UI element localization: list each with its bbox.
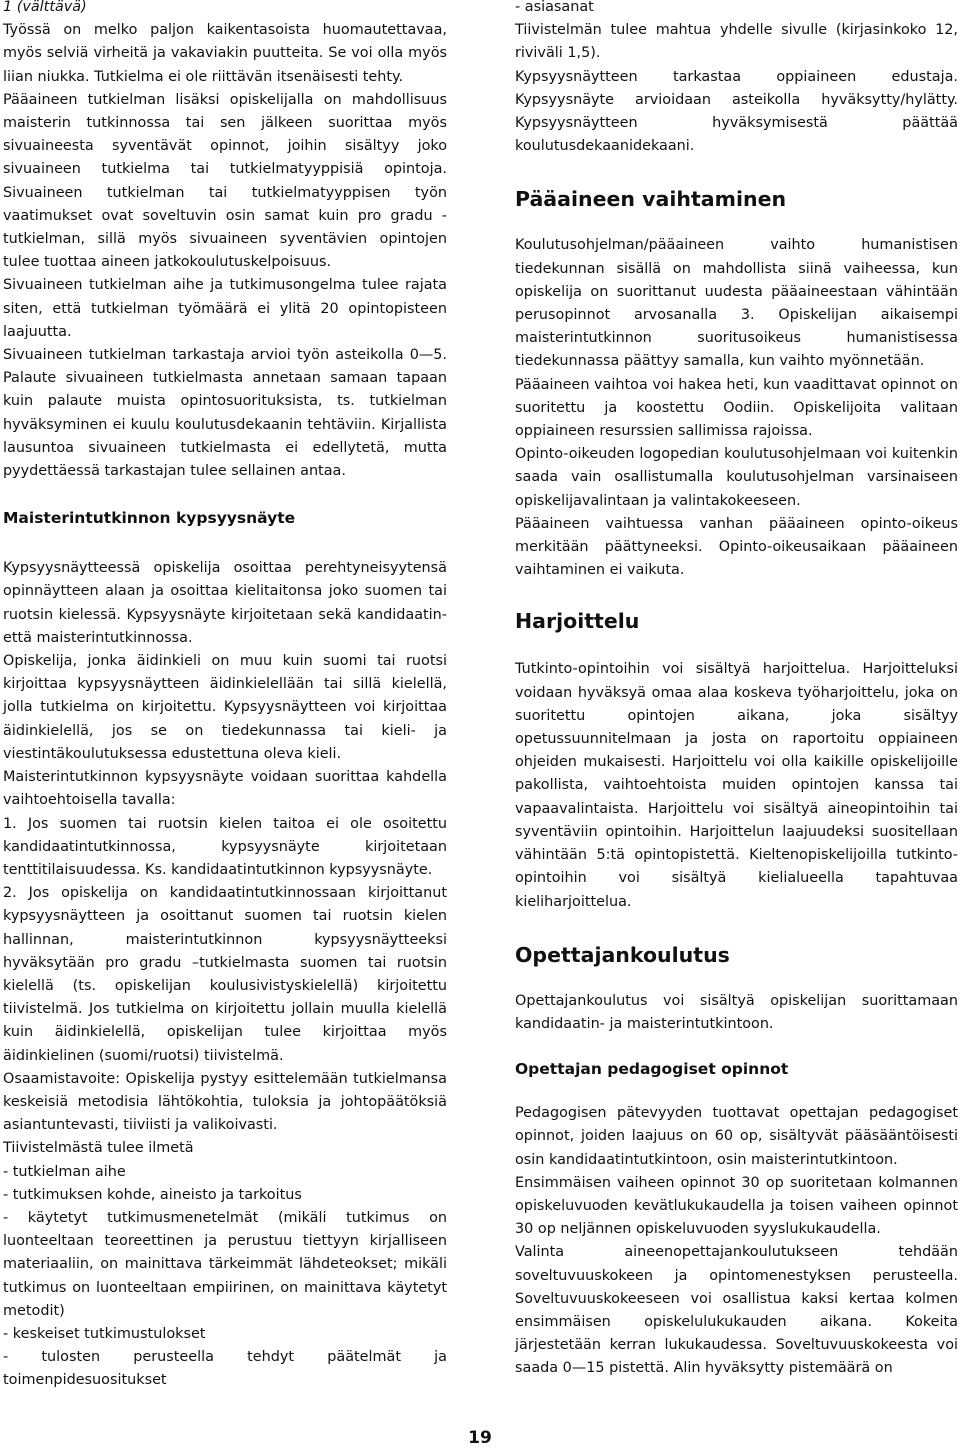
- paragraph: Tiivistelmän tulee mahtua yhdelle sivulle (kirjasinkoko 12, riviväli 1,5).: [515, 22, 958, 62]
- paragraph: Opinto-oikeuden logopedian koulutusohjelmaan voi kuitenkin saada vain osallistumalla koulutusohjelman varsinaiseen opiskelijavalintaan ja valintakokeeseen.: [515, 446, 958, 509]
- paragraph: Maisterintutkinnon kypsyysnäyte voidaan suorittaa kahdella vaihtoehtoisella tavalla:: [3, 769, 447, 809]
- paragraph: Pedagogisen pätevyyden tuottavat opettajan pedagogiset opinnot, joiden laajuus on 60 op, sisältyvät pääsääntöisesti osin kandidaatintutkintoon, osin maisterintutkintoon.: [515, 1105, 958, 1168]
- section-heading: Maisterintutkinnon kypsyysnäyte: [3, 509, 296, 528]
- paragraph: Sivuaineen tutkielman tarkastaja arvioi työn asteikolla 0—5. Palaute sivuaineen tutkielmasta annetaan samaan tapaan kuin palaute muista opintosuorituksista, ts. tutkielman hyväksyminen ei kuulu koulutusdekaanin tehtäviin. Kirjallista lausuntoa sivuaineen tutkielmasta ei edellytetä, mutta pyydettäessä tarkastajan tulee sellainen antaa.: [3, 347, 447, 480]
- paragraph: Pääaineen vaihtuessa vanhan pääaineen opinto-oikeus merkitään päättyneeksi. Opinto-oikeusaikaan pääaineen vaihtaminen ei vaikuta.: [515, 515, 958, 579]
- list-item: - tutkimuksen kohde, aineisto ja tarkoitus: [3, 1186, 302, 1203]
- paragraph: Tiivistelmästä tulee ilmetä: [3, 1140, 194, 1157]
- right-column: [515, 0, 958, 1381]
- paragraph: Ensimmäisen vaiheen opinnot 30 op suoritetaan kolmannen opiskeluvuoden kevätlukukaudella ja toisen vaiheen opinnot 30 op neljännen opiskeluvuoden syyslukukaudella.: [515, 1174, 958, 1238]
- paragraph: Kypsyysnäytteen tarkastaa oppiaineen edustaja. Kypsyysnäyte arvioidaan asteikolla hyväksytty/hylätty. Kypsyysnäytteen hyväksymisestä päättää koulutusdekaanidekaani.: [515, 68, 958, 155]
- paragraph: Sivuaineen tutkielman aihe ja tutkimusongelma tulee rajata siten, että tutkielman työmäärä ei ylitä 20 opintopisteen laajuutta.: [3, 277, 447, 340]
- paragraph: 1. Jos suomen tai ruotsin kielen taitoa ei ole osoitettu kandidaatintutkinnossa, kypsyysnäyte kirjoitetaan tenttitilaisuudessa. Ks. kandidaatintutkinnon kypsyysnäyte.: [3, 815, 447, 878]
- paragraph: Koulutusohjelman/pääaineen vaihto humanistisen tiedekunnan sisällä on mahdollista siinä vaiheessa, kun opiskelija on suorittanut uudesta pääaineestaan vähintään perusopinnot arvosanalla 3. Opiskelijan aikaisempi maisterintutkinnon suoritusoikeus humanistisessa tiedekunnassa päättyy samalla, kun vaihto myönnetään.: [515, 237, 958, 370]
- paragraph: Pääaineen tutkielman lisäksi opiskelijalla on mahdollisuus maisterin tutkinnossa tai sen jälkeen suorittaa myös sivuaineesta syventävät opinnot, joihin sisältyy joko sivuaineen tutkielma tai tutkielmatyyppisiä opintoja. Sivuaineen tutkielman tai tutkielmatyyppisen työn vaatimukset ovat soveltuvin osin samat kuin pro gradu -tutkielman, sillä myös sivuaineen syventävien opintojen tulee tuottaa aineen jatkokoulutuskelpoisuus.: [3, 91, 447, 271]
- paragraph: 2. Jos opiskelija on kandidaatintutkinnossaan kirjoittanut kypsyysnäytteen ja osoittanut suomen tai ruotsin kielen hallinnan, maisterintutkinnon kypsyysnäytteeksi hyväksytään pro gradu –tutkielmasta suomen tai ruotsin kielellä (ts. opiskelijan koulusivistyskielellä) kirjoitettu tiivistelmä. Jos tutkielma on kirjoitettu jollain muulla kielellä kuin äidinkielellä, opiskelijan tulee kirjoittaa myös äidinkielinen (suomi/ruotsi) tiivistelmä.: [3, 885, 447, 1064]
- paragraph: Opiskelija, jonka äidinkieli on muu kuin suomi tai ruotsi kirjoittaa kypsyysnäytteen äidinkielellään tai sillä kielellä, jolla tutkielma on kirjoitettu. Kypsyysnäytteen voi kirjoittaa äidinkielellä, jos se on tiedekunnassa tai kieli- ja viestintäkoulutuksessa edustettuna oleva kieli.: [3, 653, 447, 762]
- list-item: - tulosten perusteella tehdyt päätelmät ja toimenpidesuositukset: [3, 1349, 447, 1389]
- list-item: - keskeiset tutkimustulokset: [3, 1325, 206, 1342]
- page-number: 19: [468, 1428, 492, 1448]
- paragraph: Valinta aineenopettajankoulutukseen tehdään soveltuvuuskokeen ja opintomenestyksen perusteella. Soveltuvuuskokeeseen voi osallistua kaksi kertaa kolmen ensimmäisen opiskelulukukauden aikana. Kokeita järjestetään kerran lukukaudessa. Soveltuvuuskokeesta voi saada 0—15 pistettä. Alin hyväksytty pistemäärä on: [515, 1244, 958, 1377]
- grade-subheading: 1 (välttävä): [3, 0, 87, 15]
- section-heading: Harjoittelu: [515, 609, 640, 634]
- subsection-heading: Opettajan pedagogiset opinnot: [515, 1060, 789, 1079]
- paragraph: Pääaineen vaihtoa voi hakea heti, kun vaadittavat opinnot on suoritettu ja koostettu Oodiin. Opiskelijoita valitaan oppiaineen resurssien sallimissa rajoissa.: [515, 376, 958, 440]
- left-column: [3, 0, 447, 1393]
- section-heading: Pääaineen vaihtaminen: [515, 187, 787, 212]
- list-item: - tutkielman aihe: [3, 1163, 126, 1180]
- paragraph: Tutkinto-opintoihin voi sisältyä harjoittelua. Harjoitteluksi voidaan hyväksyä omaa alaa koskeva työharjoittelu, joka on suoritettu opintojen aikana, joka sisältyy opetussuunnitelmaan ja josta on raportoitu oppiaineen ohjeiden mukaisesti. Harjoittelu voi olla kaikille opiskelijoille pakollista, vaihtoehtoista muiden opintojen kanssa tai vapaavalintaista. Harjoittelu voi sisältyä aineopintoihin tai syventäviin opintoihin. Harjoittelun laajuudeksi suositellaan vähintään 5:tä opintopistettä. Kieltenopiskelijoilla tutkinto-opintoihin voi sisältyä kielialueella tapahtuvaa kieliharjoittelua.: [515, 661, 958, 910]
- list-item: - asiasanat: [515, 0, 594, 15]
- list-item: - käytetyt tutkimusmenetelmät (mikäli tutkimus on luonteeltaan teoreettinen ja perustuu tiettyyn kirjalliseen materiaaliin, on mainittava tärkeimmät lähdeteokset; mikäli tutkimus on luonteeltaan empiirinen, on mainittava käytetyt metodit): [3, 1209, 447, 1319]
- paragraph: Osaamistavoite: Opiskelija pystyy esittelemään tutkielmansa keskeisiä metodisia lähtökohtia, tuloksia ja johtopäätöksiä asiantuntevasti, tiiviisti ja valikoivasti.: [3, 1070, 447, 1134]
- paragraph: Opettajankoulutus voi sisältyä opiskelijan suorittamaan kandidaatin- ja maisterintutkintoon.: [515, 992, 958, 1032]
- paragraph: Työssä on melko paljon kaikentasoista huomautettavaa, myös selviä virheitä ja vakaviakin puutteita. Se voi olla myös liian niukka. Tutkielma ei ole riittävän itsenäisesti tehty.: [3, 22, 447, 85]
- paragraph: Kypsyysnäytteessä opiskelija osoittaa perehtyneisyytensä opinnäytteen alaan ja osoittaa kielitaitonsa joko suomen tai ruotsin kielessä. Kypsyysnäyte kirjoitetaan sekä kandidaatin- että maisterintutkinnossa.: [3, 560, 447, 646]
- section-heading: Opettajankoulutus: [515, 942, 730, 967]
